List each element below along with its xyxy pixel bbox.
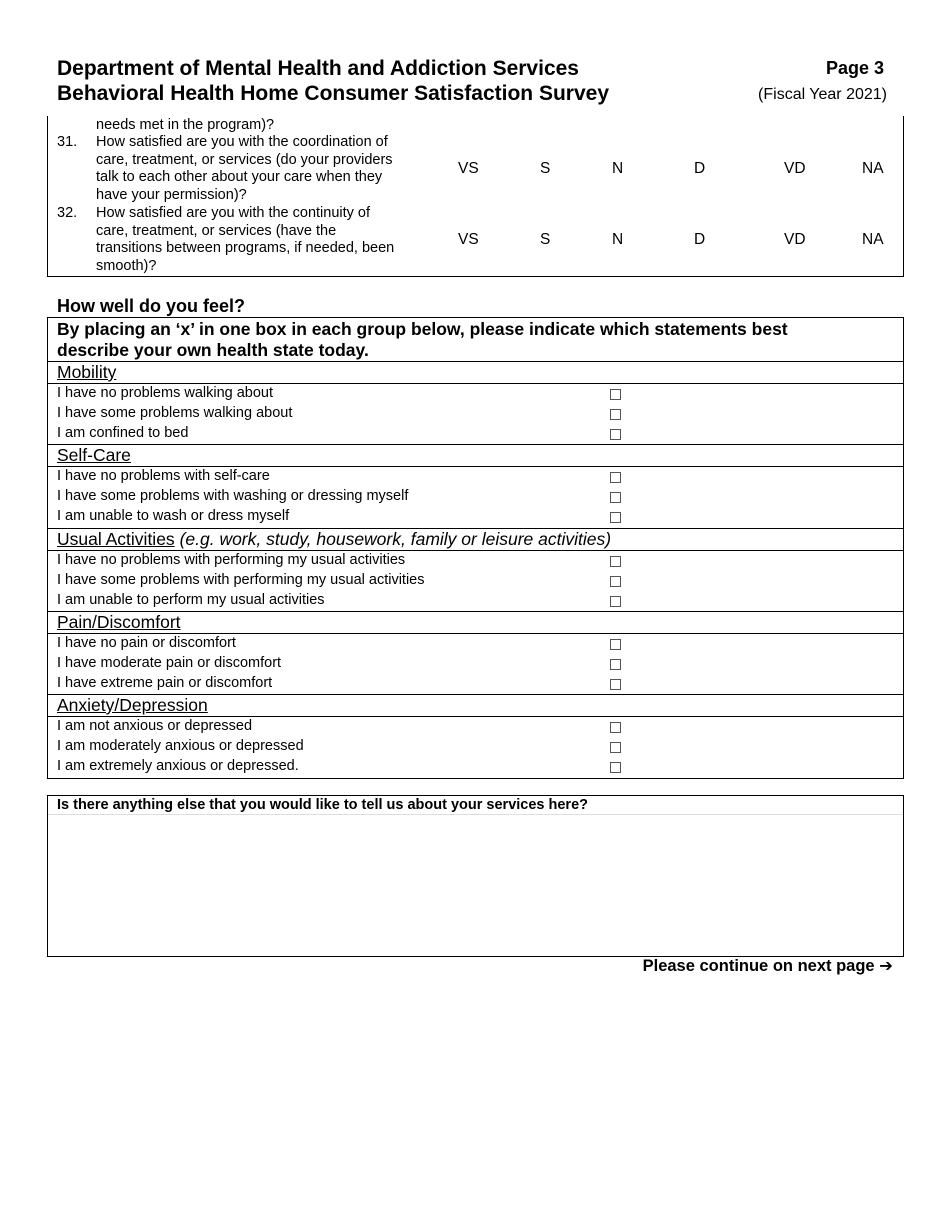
question-line: have your permission)? (96, 186, 247, 203)
group-title-mobility (57, 362, 116, 383)
checkbox[interactable] (610, 556, 621, 567)
question-number: 32. (57, 205, 78, 221)
document-title (57, 56, 609, 106)
question-line: care, treatment, or services (have the (96, 222, 337, 239)
divider (48, 550, 903, 551)
option-label: I am not anxious or depressed (57, 718, 253, 734)
group-title-text: Anxiety/Depression (57, 695, 208, 715)
group-title-text: Usual Activities (57, 529, 175, 549)
health-state-table (47, 317, 904, 779)
comments-label: Is there anything else that you would like to tell us about your services here? (57, 797, 588, 813)
checkbox[interactable] (610, 722, 621, 733)
checkbox[interactable] (610, 409, 621, 420)
group-title-text: Mobility (57, 362, 117, 382)
divider (48, 716, 903, 717)
checkbox[interactable] (610, 596, 621, 607)
scale-vd[interactable]: VD (784, 231, 806, 248)
question-text (96, 205, 426, 275)
group-title-pain-discomfort (57, 612, 181, 633)
question-line: transitions between programs, if needed, been (96, 240, 395, 256)
scale-d[interactable]: D (694, 231, 706, 248)
comments-section (47, 795, 904, 957)
option-label: I am confined to bed (57, 425, 189, 441)
question-line: How satisfied are you with the continuity of (96, 205, 371, 221)
instructions (57, 319, 887, 361)
scale-na[interactable]: NA (862, 231, 884, 248)
scale-vd[interactable]: VD (784, 160, 806, 177)
instructions-line: By placing an ‘x’ in one box in each group below, please indicate which statements best (57, 319, 788, 339)
fiscal-year: (Fiscal Year 2021) (758, 86, 887, 103)
instructions-line: describe your own health state today. (57, 340, 369, 360)
question-line: care, treatment, or services (do your providers (96, 151, 393, 168)
group-title-text: Pain/Discomfort (57, 612, 181, 632)
title-line-1: Department of Mental Health and Addiction Services (57, 57, 579, 80)
option-label: I am unable to wash or dress myself (57, 508, 290, 524)
checkbox[interactable] (610, 389, 621, 400)
option-label: I have some problems walking about (57, 405, 293, 421)
group-title-anxiety-depression (57, 695, 208, 716)
divider (48, 361, 903, 362)
option-label: I have some problems with performing my usual activities (57, 572, 425, 588)
option-label: I have no pain or discomfort (57, 635, 236, 651)
option-label: I am moderately anxious or depressed (57, 738, 304, 754)
option-label: I am unable to perform my usual activities (57, 592, 325, 608)
scale-n[interactable]: N (612, 160, 624, 177)
divider (48, 814, 903, 815)
comments-input[interactable] (49, 816, 904, 956)
group-title-note: (e.g. work, study, housework, family or leisure activities) (179, 529, 612, 549)
divider (48, 466, 903, 467)
scale-na[interactable]: NA (862, 160, 884, 177)
question-number: 31. (57, 134, 78, 150)
title-line-2: Behavioral Health Home Consumer Satisfaction Survey (57, 82, 609, 105)
section-heading: How well do you feel? (57, 296, 246, 316)
option-label: I have moderate pain or discomfort (57, 655, 282, 671)
checkbox[interactable] (610, 576, 621, 587)
option-label: I have no problems with self-care (57, 468, 270, 484)
question-line: smooth)? (96, 257, 157, 274)
checkbox[interactable] (610, 762, 621, 773)
scale-s[interactable]: S (540, 231, 551, 248)
option-label: I am extremely anxious or depressed. (57, 758, 299, 774)
question-line: How satisfied are you with the coordination of (96, 134, 388, 150)
page-number: Page 3 (825, 58, 884, 78)
question-text (96, 134, 426, 204)
option-label: I have extreme pain or discomfort (57, 675, 273, 691)
checkbox[interactable] (610, 742, 621, 753)
scale-vs[interactable]: VS (458, 231, 479, 248)
checkbox[interactable] (610, 429, 621, 440)
option-label: I have some problems with washing or dressing myself (57, 488, 409, 504)
continue-next-page: Please continue on next page ➔ (642, 957, 893, 975)
group-title-usual-activities (57, 529, 611, 550)
checkbox[interactable] (610, 512, 621, 523)
option-label: I have no problems with performing my usual activities (57, 552, 406, 568)
checkbox[interactable] (610, 472, 621, 483)
group-title-self-care (57, 445, 131, 466)
scale-vs[interactable]: VS (458, 160, 479, 177)
checkbox[interactable] (610, 659, 621, 670)
checkbox[interactable] (610, 639, 621, 650)
scale-d[interactable]: D (694, 160, 706, 177)
checkbox[interactable] (610, 679, 621, 690)
divider (48, 383, 903, 384)
scale-s[interactable]: S (540, 160, 551, 177)
previous-question-tail: needs met in the program)? (96, 117, 275, 133)
group-title-text: Self-Care (57, 445, 131, 465)
option-label: I have no problems walking about (57, 385, 274, 401)
divider (48, 444, 903, 445)
divider (48, 633, 903, 634)
scale-n[interactable]: N (612, 231, 624, 248)
checkbox[interactable] (610, 492, 621, 503)
questions-table (47, 116, 904, 277)
question-line: talk to each other about your care when they (96, 169, 383, 185)
